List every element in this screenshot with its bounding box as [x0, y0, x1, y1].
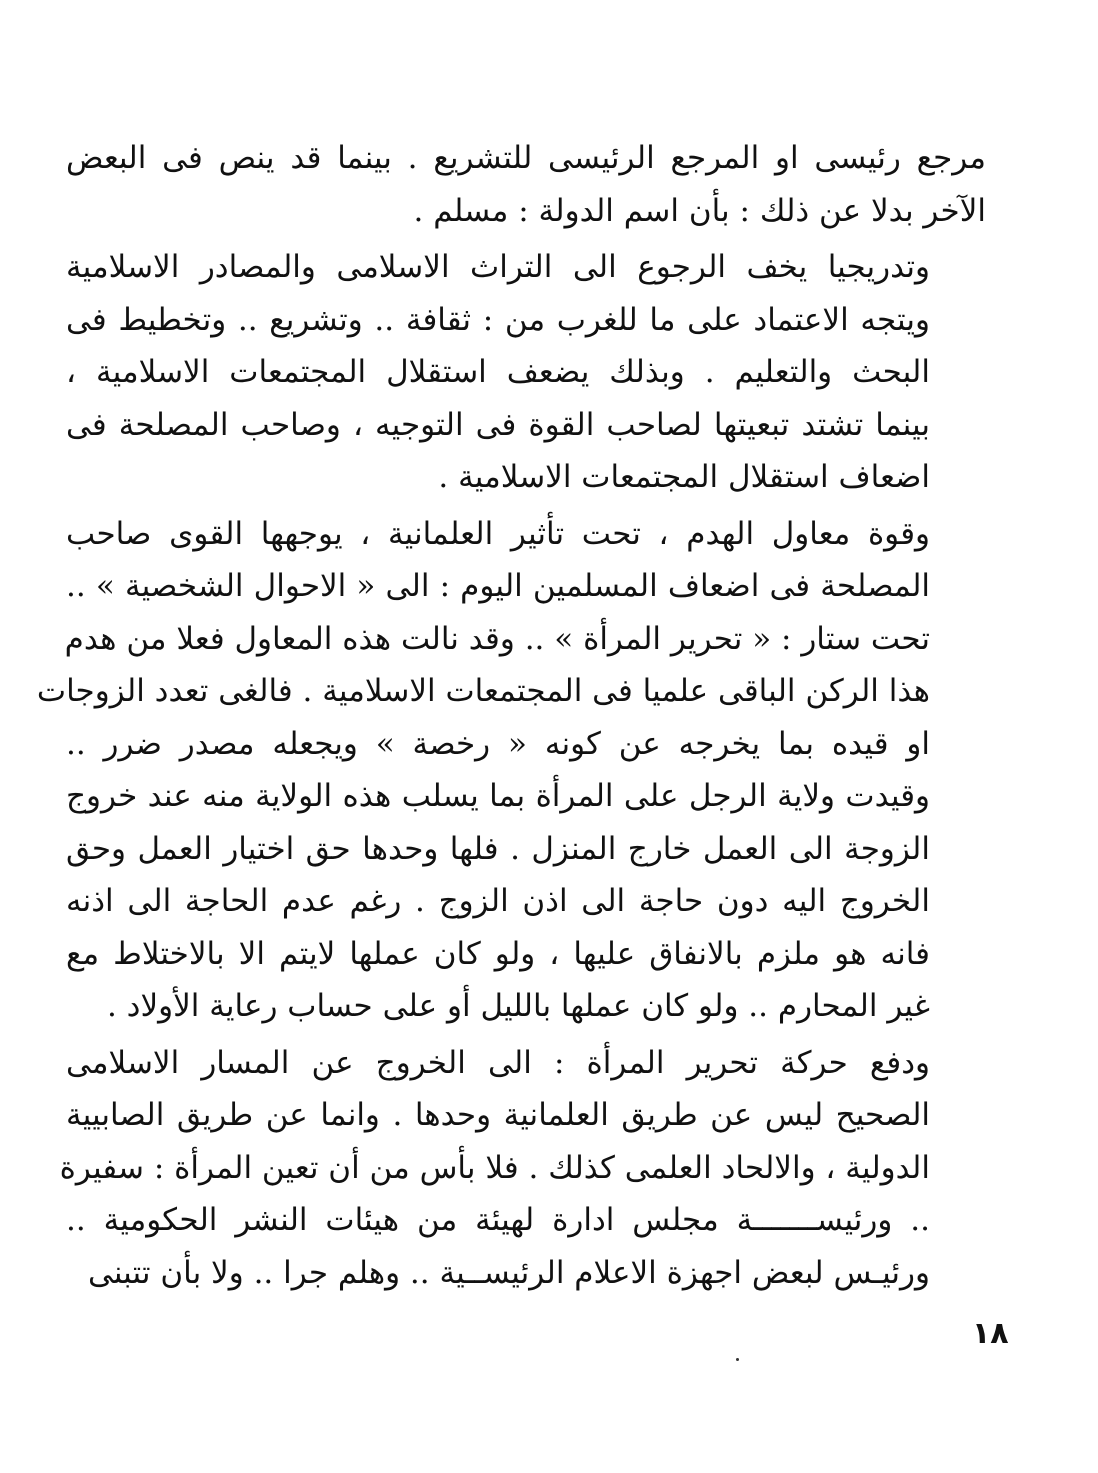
text-line: هذا الركن الباقى علميا فى المجتمعات الاسلامية . فالغى تعدد الزوجات: [36, 673, 930, 709]
text-line: فانه هو ملزم بالانفاق عليها ، ولو كان عملها لايتم الا بالاختلاط مع: [66, 935, 930, 972]
text-line: الدولية ، والالحاد العلمى كذلك . فلا بأس من أن تعين المرأة : سفيرة: [59, 1149, 930, 1186]
text-line: ورئيـس لبعض اجهزة الاعلام الرئيســية .. وهلم جرا .. ولا بأن تتبنى: [87, 1254, 930, 1291]
body-text: [36, 132, 986, 1299]
text-line: اضعاف استقلال المجتمعات الاسلامية .: [438, 459, 930, 495]
text-line: وقوة معاول الهدم ، تحت تأثير العلمانية ، يوجهها القوى صاحب: [66, 515, 930, 552]
text-line: المصلحة فى اضعاف المسلمين اليوم : الى « الاحوال الشخصية » ..: [66, 568, 930, 604]
text-line: الآخر بدلا عن ذلك : بأن اسم الدولة : مسلم .: [413, 192, 986, 229]
text-line: ودفع حركة تحرير المرأة : الى الخروج عن المسار الاسلامى: [66, 1044, 930, 1081]
text-line: مرجع رئيسى او المرجع الرئيسى للتشريع . بينما قد ينص فى البعض: [66, 140, 986, 176]
paragraph: [66, 132, 986, 237]
text-line: او قيده بما يخرجه عن كونه « رخصة » ويجعله مصدر ضرر ..: [66, 725, 930, 762]
text-line: الزوجة الى العمل خارج المنزل . فلها وحدها حق اختيار العمل وحق: [66, 830, 930, 867]
text-line: غير المحارم .. ولو كان عملها بالليل أو على حساب رعاية الأولاد .: [106, 988, 930, 1024]
text-line: البحث والتعليم . وبذلك يضعف استقلال المجتمعات الاسلامية ،: [66, 354, 930, 390]
paragraph: [66, 241, 986, 504]
paragraph: [36, 508, 986, 1033]
text-line: بينما تشتد تبعيتها لصاحب القوة فى التوجيه ، وصاحب المصلحة فى: [66, 406, 930, 443]
text-line: الخروج اليه دون حاجة الى اذن الزوج . رغم عدم الحاجة الى اذنه: [66, 883, 930, 919]
text-line: وقيدت ولاية الرجل على المرأة بما يسلب هذه الولاية منه عند خروج: [66, 778, 930, 814]
text-line: الصحيح ليس عن طريق العلمانية وحدها . وانما عن طريق الصابيية: [66, 1097, 930, 1133]
paragraph: [59, 1037, 986, 1300]
page-number: ١٨: [972, 1316, 1009, 1351]
scan-speck: [736, 1358, 739, 1361]
text-line: .. ورئيســـــــة مجلس ادارة لهيئة من هيئات النشر الحكومية ..: [66, 1202, 930, 1238]
text-line: وتدريجيا يخف الرجوع الى التراث الاسلامى والمصادر الاسلامية: [66, 249, 930, 285]
text-line: ويتجه الاعتماد على ما للغرب من : ثقافة .. وتشريع .. وتخطيط فى: [66, 301, 930, 338]
text-line: تحت ستار : « تحرير المرأة » .. وقد نالت هذه المعاول فعلا من هدم: [64, 620, 930, 657]
